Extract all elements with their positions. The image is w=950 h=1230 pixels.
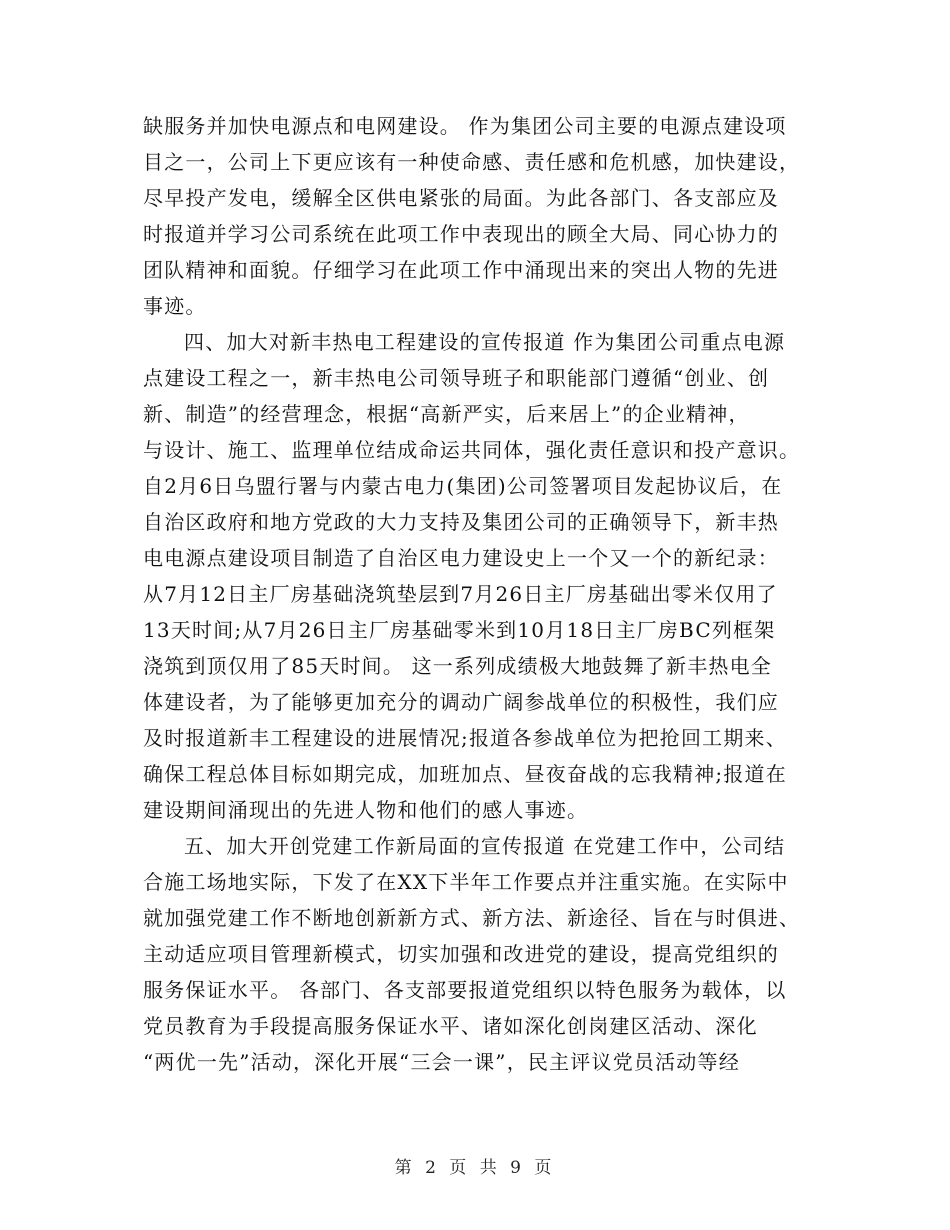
- text-line: 主动适应项目管理新模式，切实加强和改进党的建设，提高党组织的: [143, 942, 779, 966]
- section-heading-line: 五、加大开创党建工作新局面的宣传报道 在党建工作中，公司结: [184, 834, 786, 858]
- text-line: 13天时间;从7月26日主厂房基础零米到10月18日主厂房BC列框架: [143, 618, 776, 642]
- text-line: 体建设者，为了能够更加充分的调动广阔参战单位的积极性，我们应: [143, 690, 779, 714]
- document-body: [143, 108, 823, 1080]
- text-line: 目之一，公司上下更应该有一种使命感、责任感和危机感，加快建设，: [143, 150, 801, 174]
- text-line: 党员教育为手段提高服务保证水平、诸如深化创岗建区活动、深化: [143, 1014, 758, 1038]
- text-line: 时报道并学习公司系统在此项工作中表现出的顾全大局、同心协力的: [143, 222, 779, 246]
- text-line: “两优一先”活动，深化开展“三会一课”，民主评议党员活动等经: [143, 1050, 740, 1074]
- section-heading-line: 四、加大对新丰热电工程建设的宣传报道 作为集团公司重点电源: [184, 330, 786, 354]
- text-line: 就加强党建工作不断地创新新方式、新方法、新途径、旨在与时俱进、: [143, 906, 801, 930]
- text-line: 及时报道新丰工程建设的进展情况;报道各参战单位为把抢回工期来、: [143, 726, 787, 750]
- page-number-footer: 第 2 页 共 9 页: [394, 1158, 556, 1178]
- text-line: 电电源点建设项目制造了自治区电力建设史上一个又一个的新纪录：: [143, 546, 779, 570]
- text-line: 与设计、施工、监理单位结成命运共同体，强化责任意识和投产意识。: [143, 438, 801, 462]
- text-line: 合施工场地实际，下发了在XX下半年工作要点并注重实施。在实际中: [143, 870, 789, 894]
- text-line: 服务保证水平。 各部门、各支部要报道党组织以特色服务为载体，以: [143, 978, 787, 1002]
- text-line: 缺服务并加快电源点和电网建设。 作为集团公司主要的电源点建设项: [143, 114, 787, 138]
- text-line: 确保工程总体目标如期完成，加班加点、昼夜奋战的忘我精神;报道在: [143, 762, 787, 786]
- text-line: 团队精神和面貌。仔细学习在此项工作中涌现出来的突出人物的先进: [143, 258, 779, 282]
- text-line: 建设期间涌现出的先进人物和他们的感人事迹。: [143, 798, 589, 822]
- text-line: 自治区政府和地方党政的大力支持及集团公司的正确领导下，新丰热: [143, 510, 779, 534]
- text-line: 点建设工程之一，新丰热电公司领导班子和职能部门遵循“创业、创: [143, 366, 770, 390]
- text-line: 新、制造”的经营理念，根据“高新严实，后来居上”的企业精神，: [143, 402, 750, 426]
- text-line: 尽早投产发电，缓解全区供电紧张的局面。为此各部门、各支部应及: [143, 186, 779, 210]
- text-line: 浇筑到顶仅用了85天时间。 这一系列成绩极大地鼓舞了新丰热电全: [143, 654, 773, 678]
- text-line: 自2月6日乌盟行署与内蒙古电力(集团)公司签署项目发起协议后，在: [143, 474, 783, 498]
- text-line: 事迹。: [143, 294, 207, 318]
- text-line: 从7月12日主厂房基础浇筑垫层到7月26日主厂房基础出零米仅用了: [143, 582, 778, 606]
